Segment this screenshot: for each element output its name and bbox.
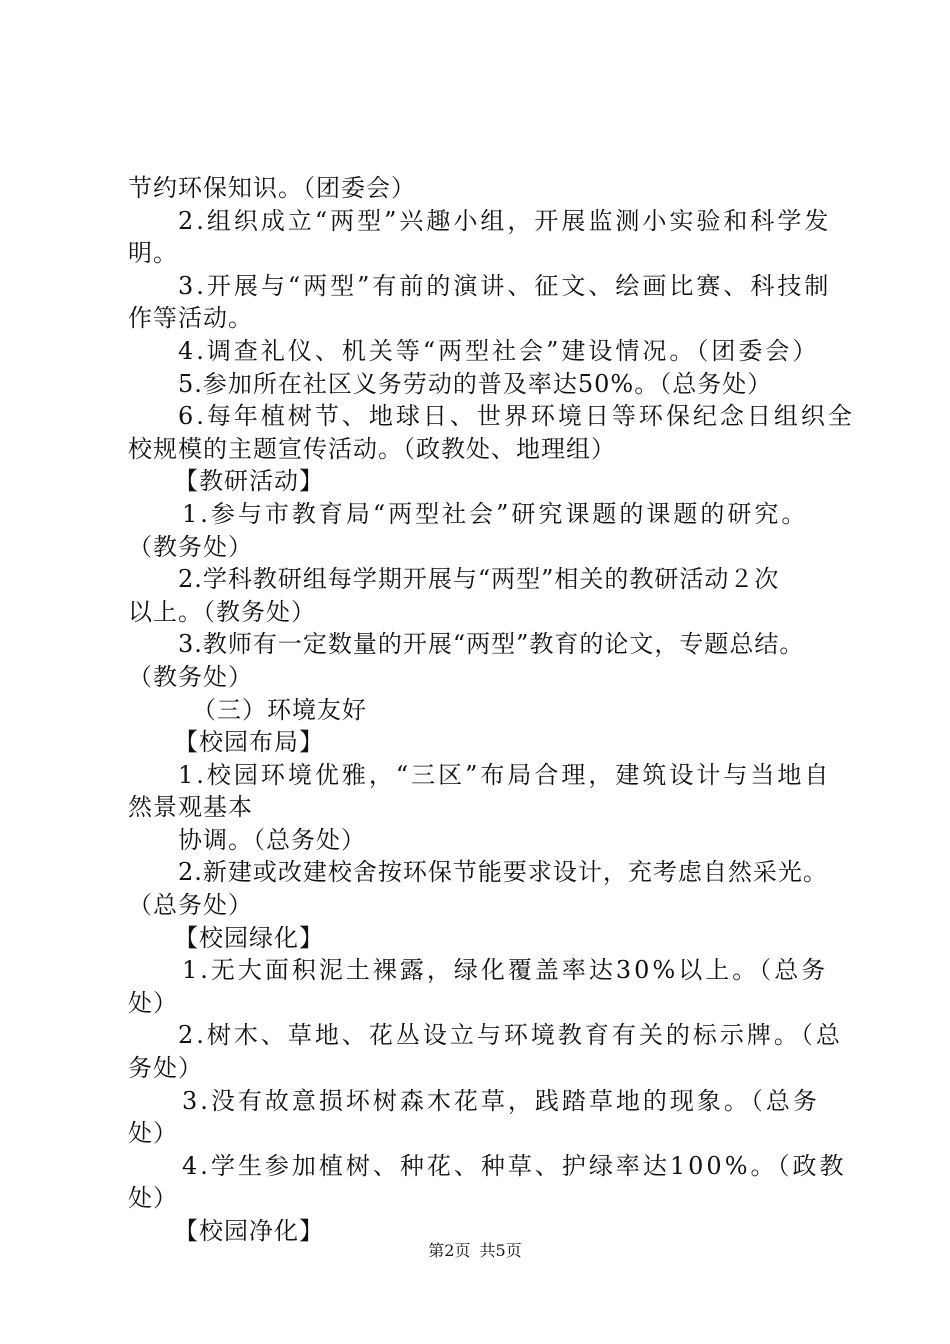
- text-line: 然景观基本: [128, 793, 253, 822]
- text-line: 校规模的主题宣传活动。（政教处、地理组）: [128, 434, 616, 463]
- text-line: （教务处）: [128, 662, 253, 691]
- text-line: 4.调查礼仪、机关等“两型社会”建设情况。（团委会）: [178, 336, 820, 365]
- text-line: （教务处）: [128, 532, 253, 561]
- text-line: 1.参与市教育局“两型社会”研究课题的课题的研究。: [182, 499, 809, 528]
- text-line: （总务处）: [128, 891, 253, 920]
- text-line: 3.开展与“两型”有前的演讲、征文、绘画比赛、科技制: [178, 271, 832, 300]
- text-line: 处）: [128, 988, 178, 1017]
- text-line: 2.新建或改建校舍按环保节能要求设计，充考虑自然采光。: [178, 858, 828, 887]
- section-heading: 【校园绿化】: [174, 923, 324, 952]
- page-total: 共5页: [479, 1241, 522, 1260]
- document-body: [128, 172, 855, 1248]
- text-line: 5.参加所在社区义务劳动的普及率达50%。（总务处）: [178, 369, 773, 398]
- text-line: 2.树木、草地、花丛设立与环境教育有关的标示牌。（总: [178, 1021, 843, 1050]
- text-line: 协调。（总务处）: [178, 825, 366, 854]
- text-line: 作等活动。: [128, 304, 253, 333]
- text-line: 4.学生参加植树、种花、种草、护绿率达100%。（政教: [182, 1151, 847, 1180]
- section-heading: （三）环境友好: [192, 695, 367, 724]
- text-line: 明。: [128, 239, 178, 268]
- page-number: 第2页: [428, 1241, 471, 1260]
- text-line: 务处）: [128, 1054, 203, 1083]
- text-line: 1.无大面积泥土裸露，绿化覆盖率达30%以上。（总务: [182, 956, 829, 985]
- text-line: 2.学科教研组每学期开展与“两型”相关的教研活动２次: [178, 565, 780, 594]
- page-footer: [0, 1240, 950, 1262]
- section-heading: 【校园布局】: [174, 728, 324, 757]
- text-line: 处）: [128, 1184, 178, 1213]
- text-line: 节约环保知识。（团委会）: [128, 174, 416, 202]
- text-line: 2.组织成立“两型”兴趣小组，开展监测小实验和科学发: [178, 206, 832, 235]
- section-heading: 【校园净化】: [174, 1217, 324, 1245]
- section-heading: 【教研活动】: [174, 467, 324, 496]
- text-line: 1.校园环境优雅，“三区”布局合理，建筑设计与当地自: [178, 760, 832, 789]
- text-line: 3.没有故意损坏树森木花草，践踏草地的现象。（总务: [182, 1086, 820, 1115]
- text-line: 6.每年植树节、地球日、世界环境日等环保纪念日组织全: [178, 402, 855, 431]
- text-line: 以上。（教务处）: [128, 597, 316, 626]
- text-line: 3.教师有一定数量的开展“两型”教育的论文，专题总结。: [178, 630, 805, 659]
- text-line: 处）: [128, 1119, 178, 1148]
